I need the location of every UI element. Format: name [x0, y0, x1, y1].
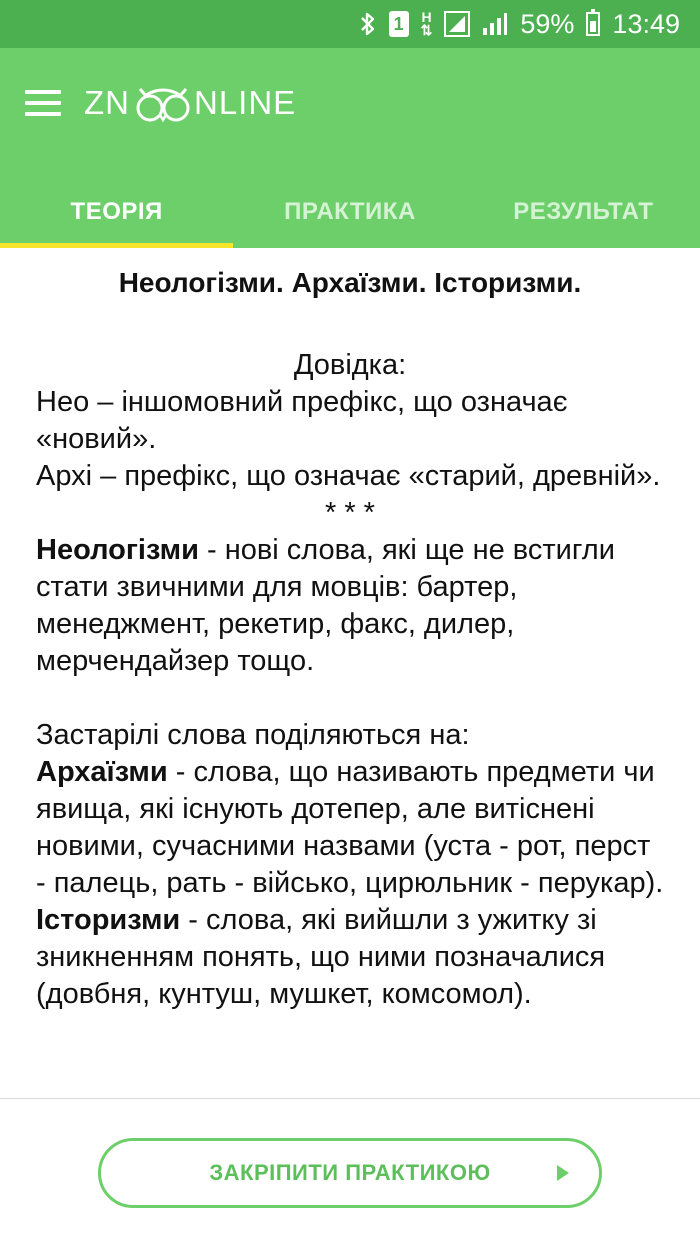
- tab-theory[interactable]: ТЕОРІЯ: [0, 176, 233, 248]
- historisms-paragraph: [36, 902, 664, 1013]
- neologisms-term: Неологізми: [36, 534, 199, 566]
- theory-content: [0, 248, 700, 1098]
- app-logo: [84, 80, 296, 126]
- signal-icon: [444, 9, 470, 39]
- obsolete-intro: Застарілі слова поділяються на:: [36, 719, 470, 751]
- tab-practice[interactable]: ПРАКТИКА: [284, 198, 416, 225]
- practice-button-label: ЗАКРІПИТИ ПРАКТИКОЮ: [209, 1160, 491, 1185]
- tab-bar: [0, 176, 700, 248]
- clock: 13:49: [612, 8, 680, 39]
- theory-text: [36, 347, 664, 1013]
- network-type-icon: [421, 9, 433, 39]
- status-bar: [0, 0, 700, 48]
- signal-strength-icon: [482, 9, 508, 39]
- page-title: Неологізми. Архаїзми. Історизми.: [118, 267, 582, 298]
- owl-icon: [132, 83, 194, 123]
- bluetooth-icon: [359, 9, 377, 39]
- neologisms-paragraph: [36, 532, 664, 680]
- reference-heading: Довідка:: [293, 349, 407, 381]
- archaisms-term: Архаїзми: [36, 756, 168, 788]
- battery-percent: 59%: [520, 8, 575, 39]
- reference-line-neo: Нео – іншомовний префікс, що означає «новий».: [36, 386, 568, 455]
- historisms-term: Історизми: [36, 904, 181, 936]
- hamburger-menu-icon[interactable]: [25, 90, 61, 116]
- battery-icon: [586, 9, 600, 39]
- divider: [0, 1098, 700, 1099]
- logo-prefix: ZN: [84, 84, 130, 121]
- practice-button[interactable]: [98, 1138, 602, 1208]
- sim-icon: 1: [389, 11, 409, 37]
- neologisms-definition: - нові слова, які ще не встигли стати звичними для мовців: бартер, менеджмент, рекетир, факс, дилер, мерчендайзер тощо.: [36, 534, 615, 677]
- reference-line-archi: Архі – префікс, що означає «старий, древній».: [36, 460, 661, 492]
- separator: * * *: [325, 497, 375, 529]
- historisms-definition: - слова, які вийшли з ужитку зі зникненням понять, що ними позначалися (довбня, кунтуш, мушкет, комсомол).: [36, 904, 606, 1010]
- app-bar: [0, 48, 700, 248]
- network-arrows: ⇅: [420, 22, 433, 38]
- archaisms-paragraph: [36, 754, 664, 902]
- archaisms-definition: - слова, що називають предмети чи явища, які існують дотепер, але витіснені новими, сучасними назвами (уста - рот, перст - палець, рать - військо, цирюльник - перукар).: [36, 756, 664, 899]
- network-type-label: H: [421, 9, 432, 25]
- logo-suffix: NLINE: [194, 84, 297, 121]
- play-arrow-icon: [557, 1165, 569, 1181]
- tab-results[interactable]: РЕЗУЛЬТАТ: [513, 198, 654, 225]
